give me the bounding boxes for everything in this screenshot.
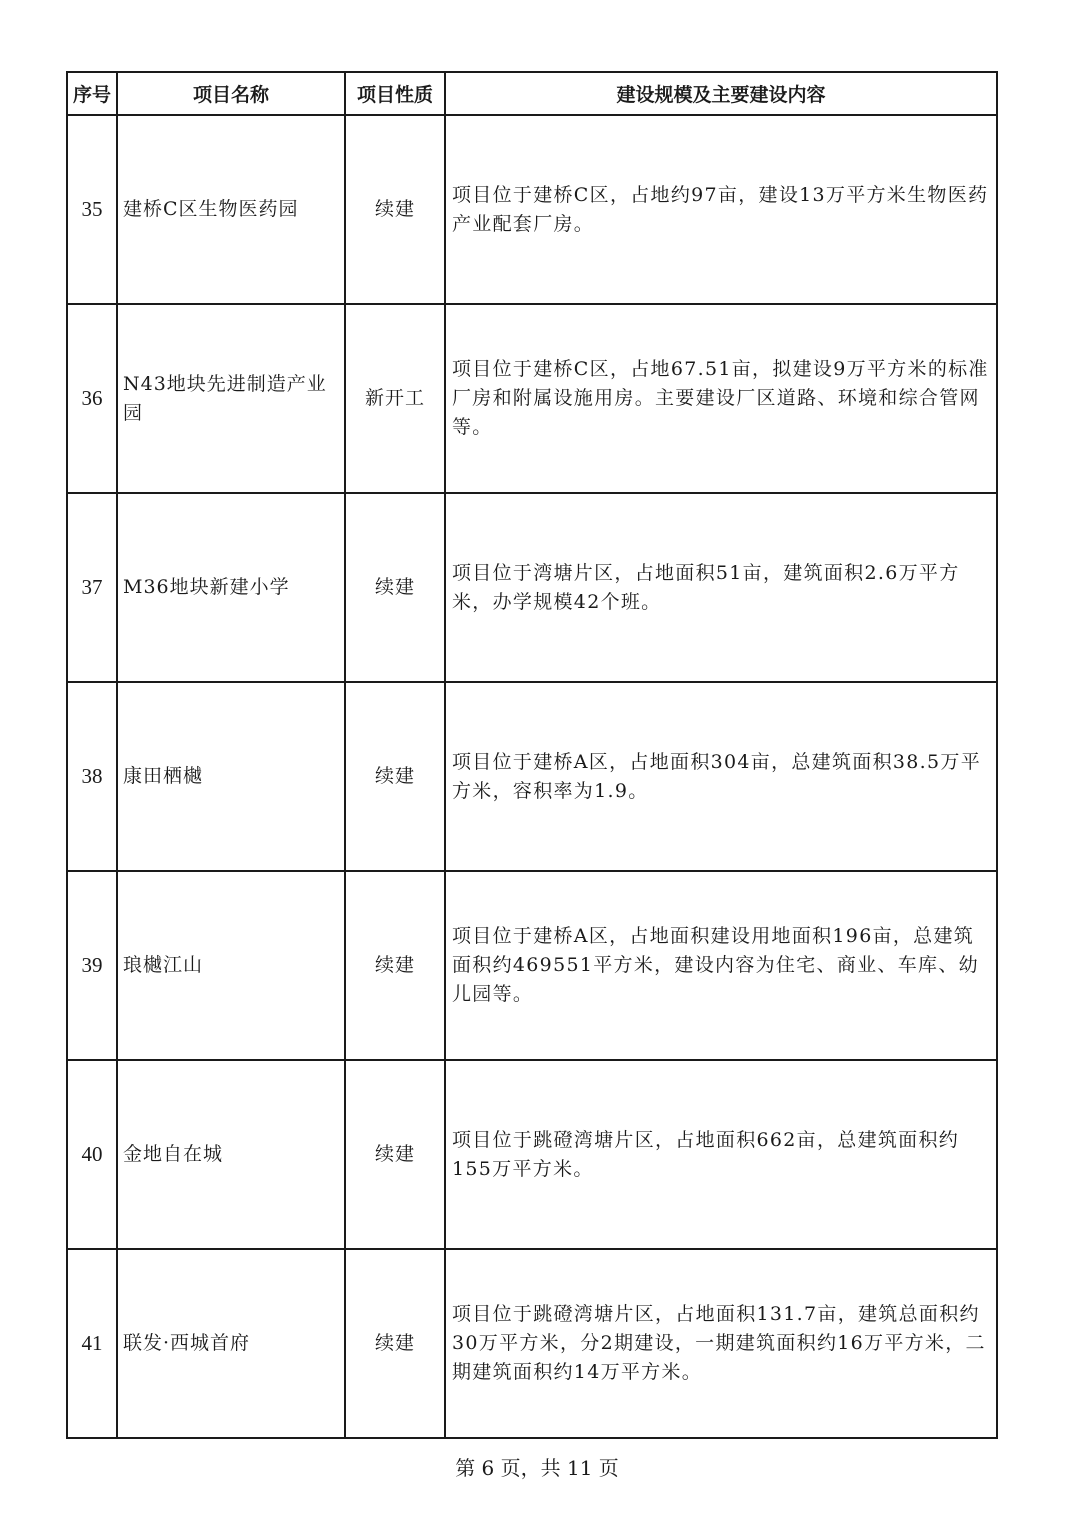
row-project-nature: 续建 (345, 1060, 445, 1249)
row-seq: 38 (67, 682, 117, 871)
row-project-nature: 续建 (345, 682, 445, 871)
table-row (67, 1249, 997, 1438)
row-seq: 35 (67, 115, 117, 304)
table-row (67, 682, 997, 871)
table-row (67, 304, 997, 493)
row-project-nature: 续建 (345, 871, 445, 1060)
row-project-content: 项目位于建桥C区，占地67.51亩，拟建设9万平方米的标准厂房和附属设施用房。主要建设厂区道路、环境和综合管网等。 (445, 304, 997, 493)
page-footer: 第 6 页，共 11 页 (455, 1456, 619, 1480)
header-content: 建设规模及主要建设内容 (445, 72, 997, 115)
header-name: 项目名称 (117, 72, 345, 115)
row-project-content: 项目位于湾塘片区，占地面积51亩，建筑面积2.6万平方米，办学规模42个班。 (445, 493, 997, 682)
row-project-name: 琅樾江山 (117, 871, 345, 1060)
row-project-nature: 续建 (345, 493, 445, 682)
row-project-nature: 续建 (345, 115, 445, 304)
row-project-content: 项目位于跳磴湾塘片区，占地面积131.7亩，建筑总面积约30万平方米，分2期建设，一期建筑面积约16万平方米，二期建筑面积约14万平方米。 (445, 1249, 997, 1438)
row-project-content: 项目位于建桥C区，占地约97亩，建设13万平方米生物医药产业配套厂房。 (445, 115, 997, 304)
row-project-name: 建桥C区生物医药园 (117, 115, 345, 304)
row-seq: 37 (67, 493, 117, 682)
row-project-content: 项目位于建桥A区，占地面积建设用地面积196亩，总建筑面积约469551平方米，建设内容为住宅、商业、车库、幼儿园等。 (445, 871, 997, 1060)
project-table (66, 71, 998, 1439)
table-row (67, 1060, 997, 1249)
table-row (67, 871, 997, 1060)
row-project-name: 康田栖樾 (117, 682, 345, 871)
row-project-name: 金地自在城 (117, 1060, 345, 1249)
row-project-name: M36地块新建小学 (117, 493, 345, 682)
row-project-nature: 新开工 (345, 304, 445, 493)
row-project-nature: 续建 (345, 1249, 445, 1438)
table-header-row (67, 72, 997, 115)
row-project-name: 联发·西城首府 (117, 1249, 345, 1438)
row-seq: 36 (67, 304, 117, 493)
row-seq: 39 (67, 871, 117, 1060)
row-project-content: 项目位于建桥A区，占地面积304亩，总建筑面积38.5万平方米，容积率为1.9。 (445, 682, 997, 871)
row-seq: 41 (67, 1249, 117, 1438)
row-seq: 40 (67, 1060, 117, 1249)
table-row (67, 115, 997, 304)
table-row (67, 493, 997, 682)
header-seq: 序号 (67, 72, 117, 115)
row-project-name: N43地块先进制造产业园 (117, 304, 345, 493)
header-nature: 项目性质 (345, 72, 445, 115)
row-project-content: 项目位于跳磴湾塘片区，占地面积662亩，总建筑面积约155万平方米。 (445, 1060, 997, 1249)
